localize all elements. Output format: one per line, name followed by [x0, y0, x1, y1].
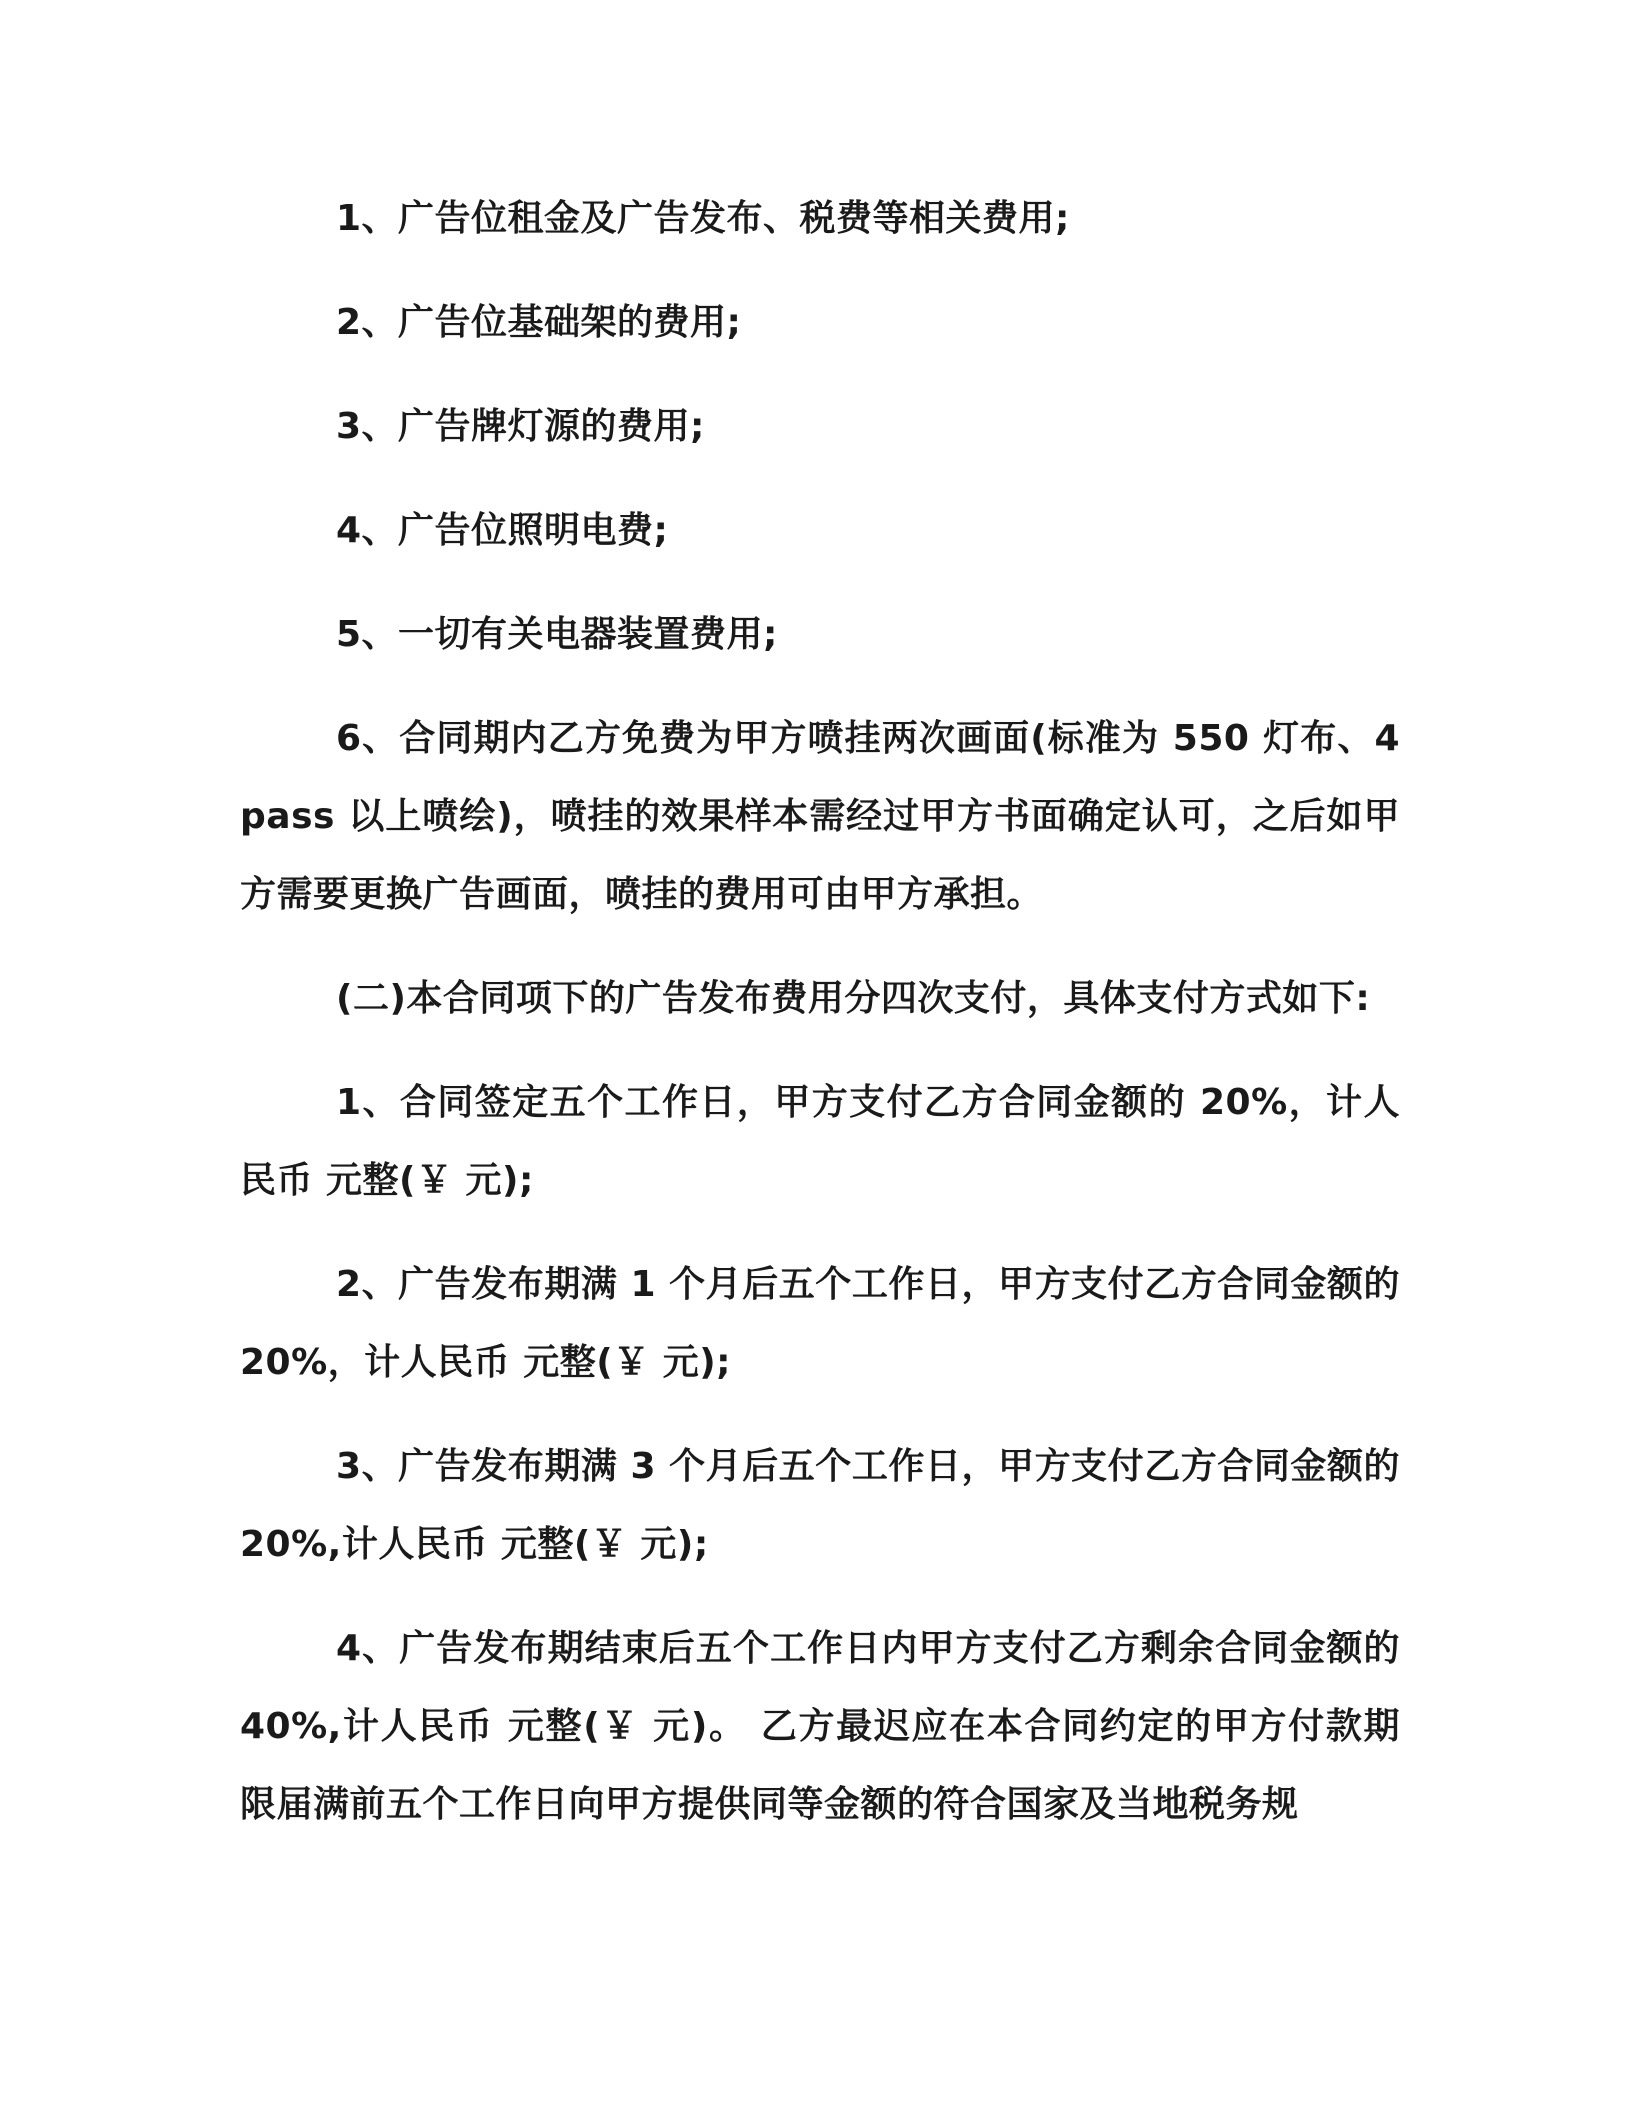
paragraph-item-5: 5、一切有关电器装置费用;: [336, 614, 778, 655]
paragraph-item-2: 2、广告位基础架的费用;: [336, 302, 742, 343]
paragraph-item-4: 4、广告位照明电费;: [336, 510, 669, 551]
payment-item-2: 2、广告发布期满 1 个月后五个工作日，甲方支付乙方合同金额的 20%，计人民币 元整(￥ 元);: [240, 1264, 1400, 1383]
section-heading-payment: (二)本合同项下的广告发布费用分四次支付，具体支付方式如下:: [336, 978, 1371, 1019]
paragraph-item-1: 1、广告位租金及广告发布、税费等相关费用;: [336, 198, 1070, 239]
document-body: [240, 180, 1400, 1870]
paragraph-item-6: 6、合同期内乙方免费为甲方喷挂两次画面(标准为 550 灯布、4pass 以上喷绘)，喷挂的效果样本需经过甲方书面确定认可，之后如甲方需要更换广告画面，喷挂的费用可由甲方承担。: [240, 718, 1400, 915]
payment-item-1: 1、合同签定五个工作日，甲方支付乙方合同金额的 20%，计人民币 元整(￥ 元);: [240, 1082, 1400, 1201]
payment-item-3: 3、广告发布期满 3 个月后五个工作日，甲方支付乙方合同金额的 20%,计人民币 元整(￥ 元);: [240, 1446, 1400, 1565]
paragraph-item-3: 3、广告牌灯源的费用;: [336, 406, 705, 447]
payment-item-4: 4、广告发布期结束后五个工作日内甲方支付乙方剩余合同金额的 40%,计人民币 元整(￥ 元)。 乙方最迟应在本合同约定的甲方付款期限届满前五个工作日向甲方提供同等金额的符合国家及当地税务规: [240, 1628, 1400, 1825]
